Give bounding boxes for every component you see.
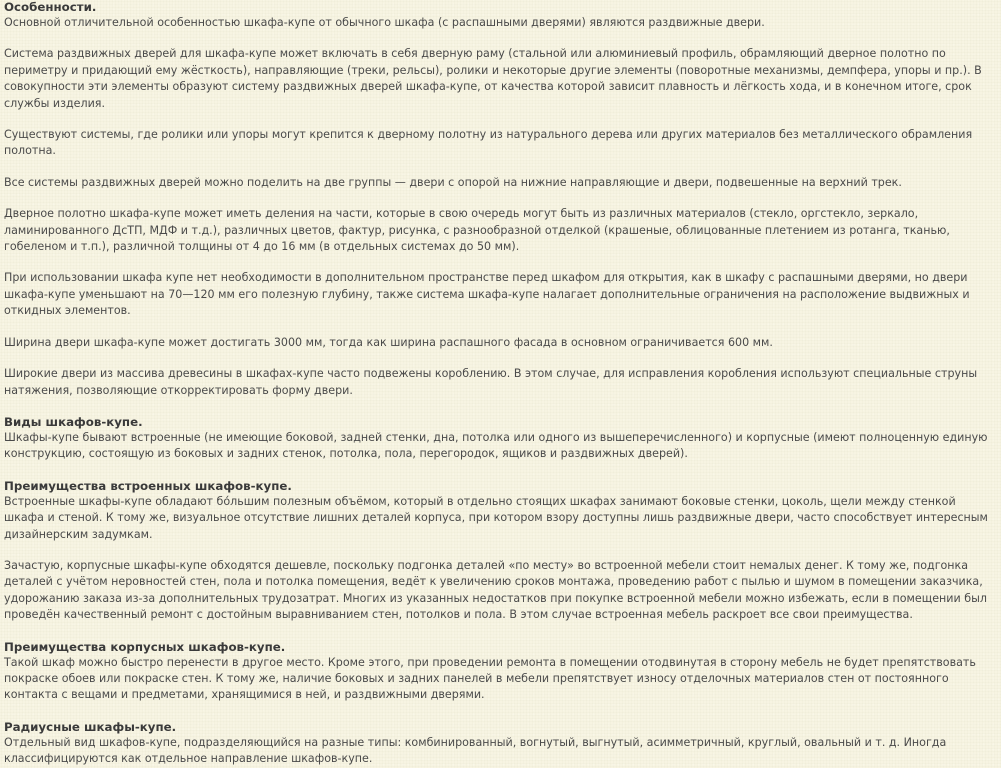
section-gap bbox=[4, 704, 995, 719]
paragraph: При использовании шкафа купе нет необходимости в дополнительном пространстве перед шкафом для открытия, как в шкафу с распашными дверями, но двери шкафа-купе уменьшают на 70—120 мм его полезную глубину, также система шкафа-купе налагает дополнительные ограничения на расположение выдвижных и откидных элементов. bbox=[4, 271, 970, 318]
paragraph: Основной отличительной особенностью шкафа-купе от обычного шкафа (с распашными дверями) являются раздвижные двери. bbox=[4, 16, 765, 29]
section-types bbox=[4, 414, 995, 463]
paragraph-gap bbox=[4, 351, 995, 366]
paragraph: Существуют системы, где ролики или упоры могут крепится к дверному полотну из натурального дерева или других материалов без металлического обрамления полотна. bbox=[4, 128, 973, 158]
paragraph: Система раздвижных дверей для шкафа-купе может включать в себя дверную раму (стальной или алюминиевый профиль, обрамляющий дверное полотно по периметру и придающий ему жёсткость), направляющие (треки, рельсы), ролики и некоторые другие элементы (поворотные механизмы, демпфера, упоры и пр.). В совокупности эти элементы образуют систему раздвижных дверей шкафа-купе, от качества которой зависит плавность и лёгкость хода, и в конечном итоге, срок службы изделия. bbox=[4, 47, 982, 110]
paragraph: Широкие двери из массива древесины в шкафах-купе часто подвежены короблению. В этом случае, для исправления коробления используют специальные струны натяжения, позволяющие откорректировать форму двери. bbox=[4, 367, 978, 397]
paragraph: Зачастую, корпусные шкафы-купе обходятся дешевле, поскольку подгонка деталей «по месту» во встроенной мебели стоит немалых денег. К тому же, подгонка деталей с учётом неровностей стен, пола и потолка помещения, ведёт к увеличению сроков монтажа, проведению работ с пылью и шумом в помещении заказчика, удорожанию заказа из-за дополнительных трудозатрат. Многих из указанных недостатков при покупке встроенной мебели можно избежать, если в помещении был проведён качественный ремонт с достойным выравниванием стен, потолков и пола. В этом случае встроенная мебель раскроет все свои преимущества. bbox=[4, 558, 987, 622]
section-radius-wardrobes bbox=[4, 719, 995, 768]
paragraph: Шкафы-купе бывают встроенные (не имеющие боковой, задней стенки, дна, потолка или одного из вышеперечисленного) и корпусные (имеют полноценную единую конструкцию, состоящую из боковых и задних стенок, потолка, пола, перегородок, ящиков и раздвижных дверей). bbox=[4, 430, 988, 461]
paragraph-gap bbox=[4, 112, 995, 127]
section-cabinet-advantages bbox=[4, 639, 995, 704]
section-features bbox=[4, 0, 995, 399]
paragraph: Такой шкаф можно быстро перенести в другое место. Кроме этого, при проведении ремонта в помещении отодвинутая в сторону мебель не будет препятствовать покраске обоев или покраске стен. К тому же, наличие боковых и задних панелей в мебели препятствует износу отделочных материалов стен от постоянного контакта с вещами и предметами, хранящимися в ней, и раздвижными дверями. bbox=[4, 655, 976, 702]
section-heading: Преимущества корпусных шкафов-купе. bbox=[4, 639, 286, 654]
paragraph: Встроенные шкафы-купе обладают бо́льшим полезным объёмом, который в отдельно стоящих шкафах занимают боковые стенки, цоколь, щели между стенкой шкафа и стеной. К тому же, визуальное отсутствие лишних деталей корпуса, при котором взору доступны лишь раздвижные двери, часто способствует интересным дизайнерским задумкам. bbox=[4, 494, 988, 541]
section-heading: Особенности. bbox=[4, 0, 97, 14]
paragraph: Все системы раздвижных дверей можно поделить на две группы — двери с опорой на нижние направляющие и двери, подвешенные на верхний трек. bbox=[4, 175, 902, 189]
paragraph: Ширина двери шкафа-купе может достигать 3000 мм, тогда как ширина распашного фасада в основном ограничивается 600 мм. bbox=[4, 335, 773, 349]
section-built-in-advantages bbox=[4, 478, 995, 624]
paragraph: Дверное полотно шкафа-купе может иметь деления на части, которые в свою очередь могут быть из различных материалов (стекло, оргстекло, зеркало, ламинированного ДсТП, МДФ и т.д.), различных цветов, фактур, рисунка, с разнообразной отделкой (крашеные, облицованные плетением из ротанга, тканью, гобеленом и т.п.), различной толщины от 4 до 16 мм (в отдельных системах до 50 мм). bbox=[4, 207, 950, 254]
section-heading: Преимущества встроенных шкафов-купе. bbox=[4, 478, 292, 493]
section-heading: Виды шкафов-купе. bbox=[4, 414, 143, 429]
section-gap bbox=[4, 463, 995, 478]
section-heading: Радиусные шкафы-купе. bbox=[4, 719, 177, 734]
paragraph: Отдельный вид шкафов-купе, подразделяющийся на разные типы: комбинированный, вогнутый, выгнутый, асимметричный, круглый, овальный и т. д. Иногда классифицируются как отдельное направление шкафов-купе. bbox=[4, 735, 947, 766]
section-gap bbox=[4, 399, 995, 414]
paragraph-gap bbox=[4, 160, 995, 175]
paragraph-gap bbox=[4, 543, 995, 558]
section-gap bbox=[4, 624, 995, 639]
paragraph-gap bbox=[4, 255, 995, 270]
paragraph-gap bbox=[4, 191, 995, 206]
paragraph-gap bbox=[4, 31, 995, 46]
paragraph-gap bbox=[4, 320, 995, 335]
